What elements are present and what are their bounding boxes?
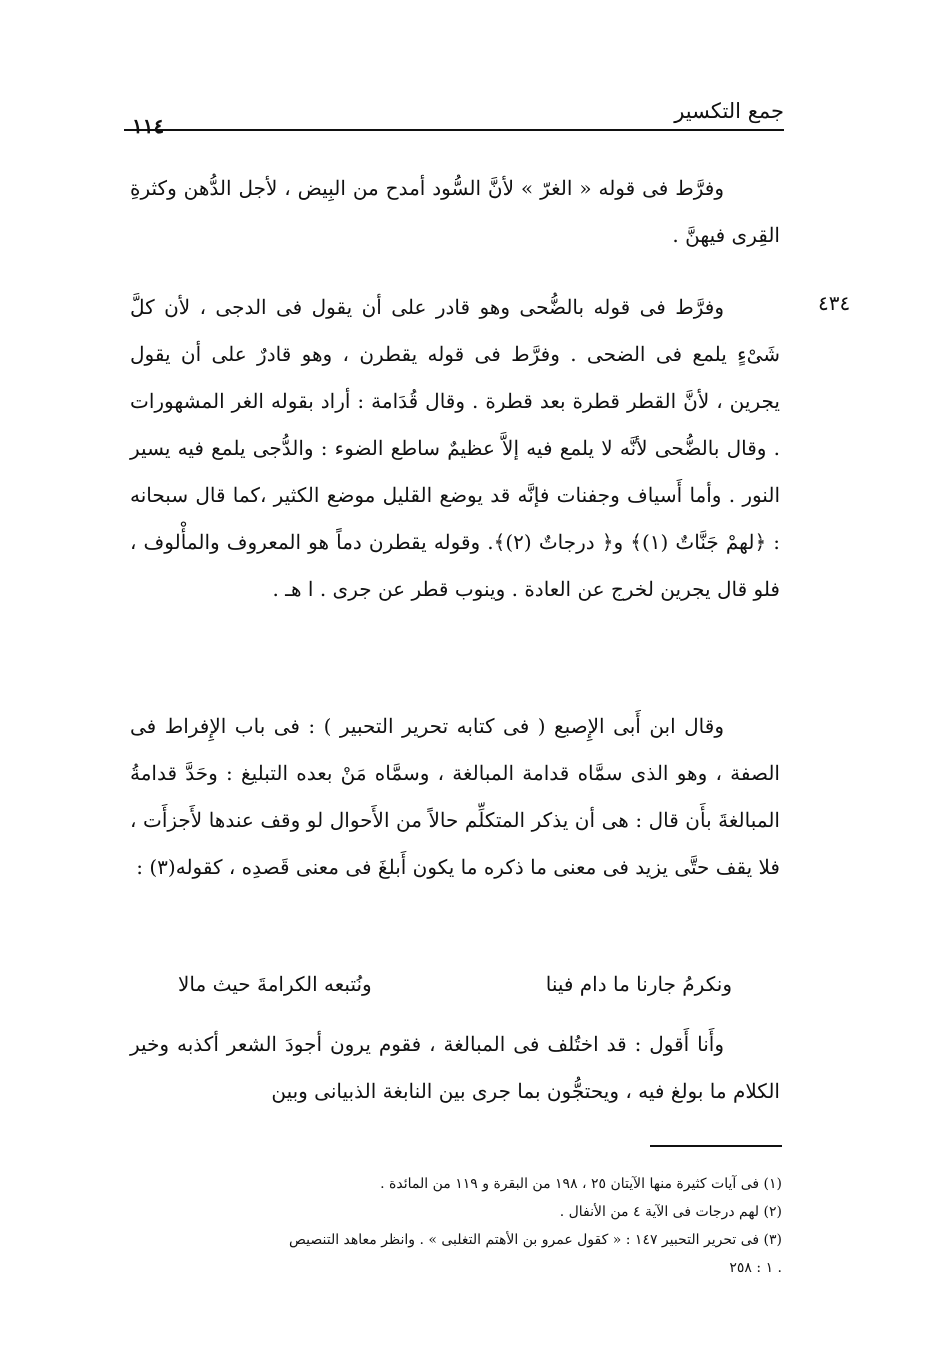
margin-number: ٤٣٤ bbox=[818, 291, 851, 315]
paragraph-3: وقال ابن أَبى الإِصبع ( فى كتابه تحرير التحبير ) : فى باب الإِفراط فى الصفة ، وهو الذى سمَّاه قدامة المبالغة ، وسمَّاه مَنْ بعده التبليغ : وحَدَّ قدامةُ المبالغةَ بأَن قال : هى أن يذكر المتكلِّم حالاً من الأَحوال لو وقف عندها لأَجزأَت ، فلا يقف حتَّى يزيد فى معنى ما ذكره ما يكون أَبلغَ فى معنى قَصدِه ، كقوله(٣) : bbox=[130, 714, 780, 879]
footnote-number: (٢) bbox=[763, 1204, 782, 1220]
poem-verse bbox=[130, 962, 780, 1012]
header-rule bbox=[124, 129, 784, 131]
paragraph-2: وفرَّط فى قوله بالضُّحى وهو قادر على أن يقول فى الدجى ، لأن كلَّ شَىْءٍ يلمع فى الضحى . وفرَّط فى قوله يقطرن ، وهو قادرٌ على أن يقول يجرين ، لأنَّ القطر قطرة بعد قطرة . وقال قُدَامة : أراد بقوله الغر المشهورات . وقال بالضُّحى لأنَّه لا يلمع فيه إلاَّ عظيمٌ ساطع الضوء : والدُّجى يلمع فيه يسير النور . وأما أَسياف وجفنات فإنَّه قد يوضع القليل موضع الكثير ،كما قال سبحانه : ﴿لهمْ جَنَّاتٌ (١)﴾ و﴿ درجاتٌ (٢)﴾. وقوله يقطرن دماً هو المعروف والمأْلوف ، فلو قال يجرين لخرج عن العادة . وينوب قطر عن جرى . ا هـ . bbox=[130, 295, 780, 601]
footnote-rule bbox=[650, 1145, 782, 1147]
paragraph-1: وفرَّط فى قوله « الغرّ » لأنَّ السُّود أمدح من البِيض ، لأجل الدُّهن وكثرةِ القِرى فيهنَّ . bbox=[130, 176, 780, 247]
footnote-text: لهم درجات فى الآية ٤ من الأنفال . bbox=[559, 1204, 760, 1220]
running-header bbox=[124, 96, 784, 138]
footnote bbox=[120, 1198, 782, 1226]
footnote-continuation bbox=[120, 1254, 782, 1282]
footnote-number: (١) bbox=[763, 1176, 782, 1192]
verse-second-hemistich: ونُتبعه الكرامةَ حيث مالا bbox=[178, 972, 372, 996]
footnote-text: ١ : ٢٥٨ . bbox=[729, 1260, 782, 1276]
footnotes bbox=[120, 1170, 782, 1282]
footnote bbox=[120, 1170, 782, 1198]
page-number: ١١٤ bbox=[132, 114, 165, 138]
footnote-text: فى آيات كثيرة منها الآيتان ٢٥ ، ١٩٨ من البقرة و ١١٩ من المائدة . bbox=[380, 1176, 760, 1192]
paragraph-4: وأَنا أَقول : قد اختُلف فى المبالغة ، فقوم يرون أجودَ الشعر أكذبه وخير الكلام ما بولغ فيه ، ويحتجُّون بما جرى بين النابغة الذبيانى وبين bbox=[130, 1032, 780, 1103]
chapter-title: جمع التكسير bbox=[674, 99, 784, 123]
footnote bbox=[120, 1226, 782, 1254]
verse-first-hemistich: ونكرمُ جارنا ما دام فينا bbox=[545, 972, 732, 996]
footnote-number: (٣) bbox=[763, 1232, 782, 1248]
footnote-text: فى تحرير التحبير ١٤٧ : « كقول عمرو بن الأهتم التغلبى » . وانظر معاهد التنصيص bbox=[288, 1232, 760, 1248]
